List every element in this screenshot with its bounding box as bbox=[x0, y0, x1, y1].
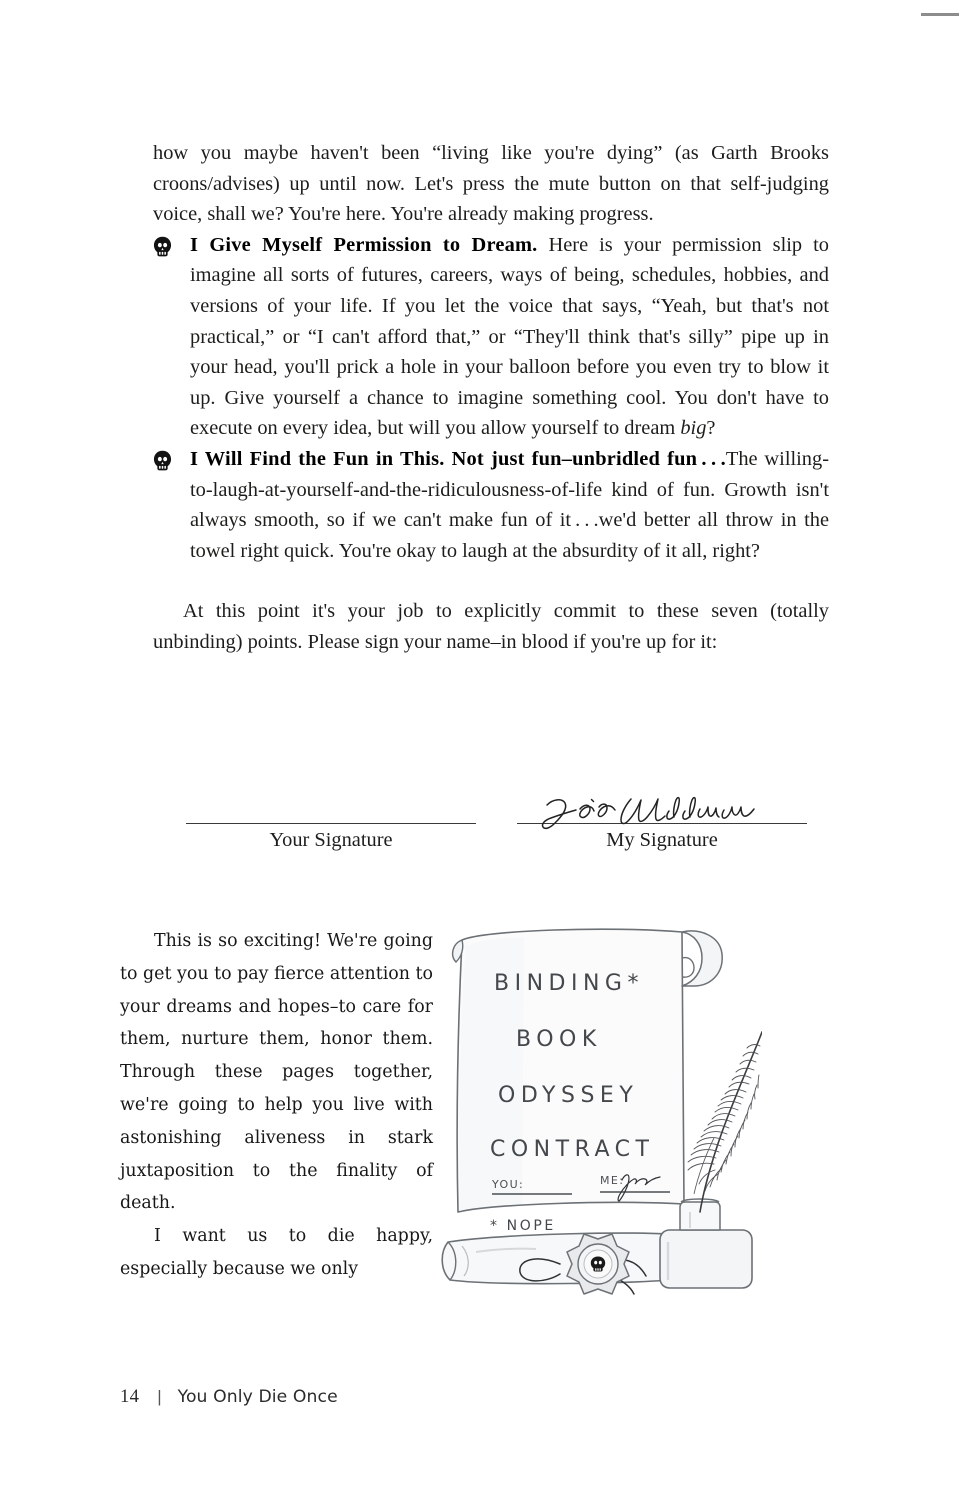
commit-paragraph: At this point it's your job to explicitly commit to these seven (totally unbinding) points. Please sign your name–in blood if you're up for it: bbox=[153, 600, 829, 653]
footer-separator: | bbox=[157, 1387, 162, 1406]
skull-bullet-icon bbox=[153, 236, 172, 257]
list-item-emphasis: big bbox=[680, 417, 707, 440]
scroll-me-label: ME: bbox=[600, 1174, 625, 1187]
scroll-line-1: BOOK bbox=[516, 1027, 602, 1052]
feather-quill-pen bbox=[688, 1032, 762, 1212]
list-item-lead: I Give Myself Permission to Dream. bbox=[190, 233, 538, 256]
paragraph-spacer bbox=[153, 566, 829, 596]
list-item-lead: I Will Find the Fun in This. Not just fun–unbridled fun . . . bbox=[190, 447, 726, 470]
scroll-curl bbox=[682, 931, 722, 986]
closing-paragraph-2: I want us to die happy, especially because we only bbox=[120, 1226, 433, 1279]
list-item-text-tail: ? bbox=[706, 417, 716, 440]
scroll-line-0: BINDING* bbox=[494, 971, 644, 996]
continued-paragraph: how you maybe haven't been “living like you're dying” (as Garth Brooks croons/advises) up until now. Let's press the mute button on that self-judging voice, shall we? You're here. You're already making progress. bbox=[153, 142, 829, 226]
scroll-line-3: CONTRACT bbox=[490, 1137, 655, 1162]
list-item-text: The willing-to-laugh-at-yourself-and-the-ridiculousness-of-life kind of fun. Growth isn't always smooth, so if we can't make fun of it . . .we'd better all throw in the towel right quick. You're okay to laugh at the absurdity of it all, right? bbox=[190, 447, 829, 562]
scan-artifact-mark bbox=[921, 13, 959, 16]
my-signature-caption: My Signature bbox=[606, 829, 718, 851]
closing-paragraph-1: This is so exciting! We're going to get you to pay fierce attention to your dreams and hopes–to care for them, nurture them, honor them. Through these pages together, we're going to help you live with astonishing aliveness in stark juxtaposition to the finality of death. bbox=[120, 931, 433, 1214]
scroll-line-2: ODYSSEY bbox=[498, 1083, 639, 1108]
skull-bullet-icon bbox=[153, 450, 172, 471]
page-number: 14 bbox=[120, 1386, 140, 1407]
ink-bottle bbox=[660, 1199, 752, 1288]
list-item-text: Here is your permission slip to imagine all sorts of futures, careers, ways of being, schedules, hobbies, and versions of your life. If you let the voice that says, “Yeah, but that's not practical,” or “I can't afford that,” or “They'll think that's silly” pipe up in your head, you'll prick a hole in your balloon before you even try to blow it up. Give yourself a chance to imagine something cool. You don't have to execute on every idea, but will you allow yourself to dream bbox=[190, 233, 829, 440]
contract-scroll-illustration bbox=[432, 912, 762, 1312]
list-item bbox=[153, 444, 829, 566]
my-signature-block bbox=[517, 823, 807, 853]
list-item bbox=[153, 230, 829, 444]
your-signature-caption: Your Signature bbox=[269, 829, 393, 851]
scroll-you-label: YOU: bbox=[492, 1178, 525, 1191]
book-title: You Only Die Once bbox=[177, 1387, 338, 1407]
scroll-footnote: * NOPE bbox=[490, 1218, 556, 1234]
signature-row bbox=[153, 823, 829, 853]
page-footer bbox=[120, 1386, 338, 1408]
your-signature-block bbox=[186, 823, 476, 853]
main-text-column bbox=[153, 138, 829, 658]
commitment-bullet-list bbox=[153, 230, 829, 567]
closing-text-column bbox=[120, 925, 433, 1286]
